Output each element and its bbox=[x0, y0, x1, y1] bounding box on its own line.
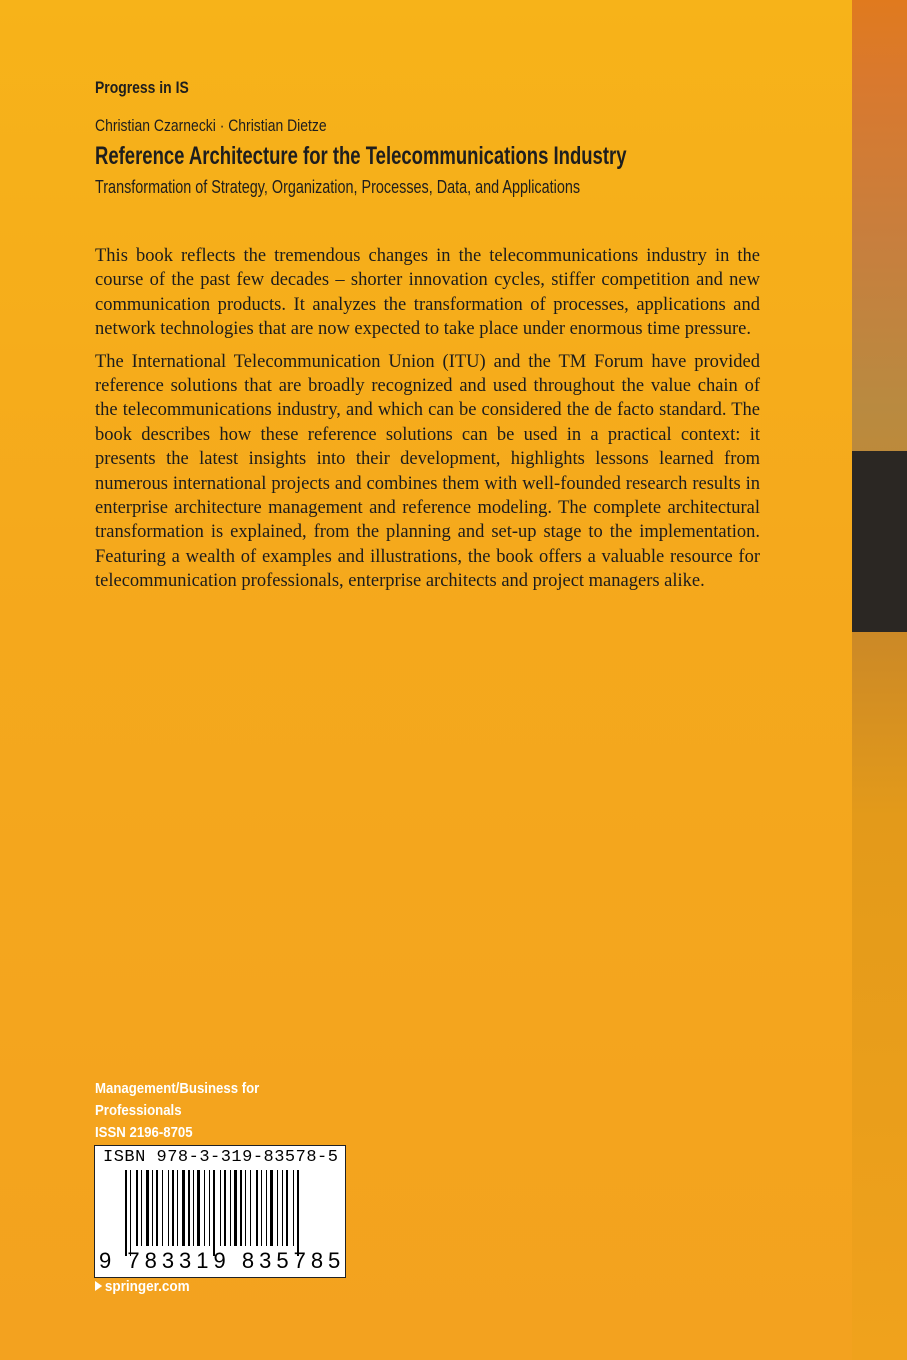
springer-link-text: springer.com bbox=[104, 1278, 190, 1295]
barcode-bar bbox=[130, 1170, 131, 1256]
barcode-bar bbox=[193, 1170, 194, 1246]
barcode-bar bbox=[172, 1170, 174, 1246]
barcode-bar bbox=[230, 1170, 231, 1246]
category-line: Management/Business for bbox=[95, 1080, 260, 1097]
barcode-bar bbox=[256, 1170, 258, 1246]
description-paragraph: This book reflects the tremendous changes in the telecommunications industry in the course of the past few decades – shorter innovation cycles, stiffer competition and new communication products. It analyzes the transformation of processes, applications and network technologies that are now expected to take place under enormous time pressure. bbox=[95, 246, 760, 340]
category-line: Professionals bbox=[95, 1102, 182, 1119]
barcode-bar bbox=[282, 1170, 283, 1246]
book-subtitle: Transformation of Strategy, Organization, Processes, Data, and Applications bbox=[95, 177, 581, 197]
triangle-arrow-icon bbox=[95, 1278, 102, 1295]
issn: ISSN 2196-8705 bbox=[95, 1124, 193, 1141]
barcode-bar bbox=[188, 1170, 190, 1246]
book-description bbox=[95, 244, 760, 602]
barcode-bar bbox=[270, 1170, 273, 1246]
series-name: Progress in IS bbox=[95, 78, 189, 97]
barcode-bar bbox=[182, 1170, 185, 1246]
category-block bbox=[95, 1078, 259, 1144]
barcode-bar bbox=[293, 1170, 294, 1246]
barcode-bar bbox=[156, 1170, 158, 1246]
barcode-bar bbox=[286, 1170, 288, 1246]
barcode-bar bbox=[234, 1170, 237, 1246]
barcode-bar bbox=[245, 1170, 246, 1246]
barcode-bar bbox=[168, 1170, 169, 1246]
barcode-bar bbox=[213, 1170, 215, 1256]
barcode-bar bbox=[136, 1170, 138, 1246]
barcode-bar bbox=[197, 1170, 200, 1246]
barcode-bar bbox=[152, 1170, 153, 1246]
barcode-bar bbox=[277, 1170, 278, 1246]
barcode-bar bbox=[162, 1170, 163, 1246]
isbn-label: ISBN 978-3-319-83578-5 bbox=[103, 1148, 339, 1167]
barcode-bar bbox=[177, 1170, 178, 1246]
spine-dark-block bbox=[852, 451, 907, 632]
barcode-bar bbox=[250, 1170, 251, 1246]
isbn-barcode bbox=[94, 1145, 346, 1278]
barcode-bar bbox=[209, 1170, 210, 1246]
ean-digits: 9 783319 835785 bbox=[99, 1248, 346, 1273]
barcode-bar bbox=[266, 1170, 267, 1246]
book-title: Reference Architecture for the Telecommunications Industry bbox=[95, 142, 627, 170]
barcode-bar bbox=[125, 1170, 127, 1256]
barcode-bar bbox=[141, 1170, 142, 1246]
description-paragraph: The International Telecommunication Union (ITU) and the TM Forum have provided reference solutions that are broadly recognized and used throughout the value chain of the telecommunications industry, and which can be considered the de facto standard. The book describes how these reference solutions can be used in a practical context: it presents the latest insights into their development, highlights lessons learned from numerous international projects and combines them with well-founded research results in enterprise architecture management and reference modeling. The complete architectural transformation is explained, from the planning and set-up stage to the implementation. Featuring a wealth of examples and illustrations, the book offers a valuable resource for telecommunication professionals, enterprise architects and project managers alike. bbox=[95, 351, 760, 592]
barcode-bar bbox=[220, 1170, 221, 1246]
barcode-bar bbox=[204, 1170, 205, 1246]
barcode-bar bbox=[224, 1170, 226, 1246]
barcode-bar bbox=[261, 1170, 262, 1246]
barcode-bar bbox=[297, 1170, 299, 1256]
barcode-bar bbox=[146, 1170, 149, 1246]
authors: Christian Czarnecki · Christian Dietze bbox=[95, 116, 327, 135]
barcode-bar bbox=[240, 1170, 242, 1246]
spine-color-stripe bbox=[852, 0, 907, 1360]
springer-link[interactable] bbox=[95, 1278, 190, 1295]
